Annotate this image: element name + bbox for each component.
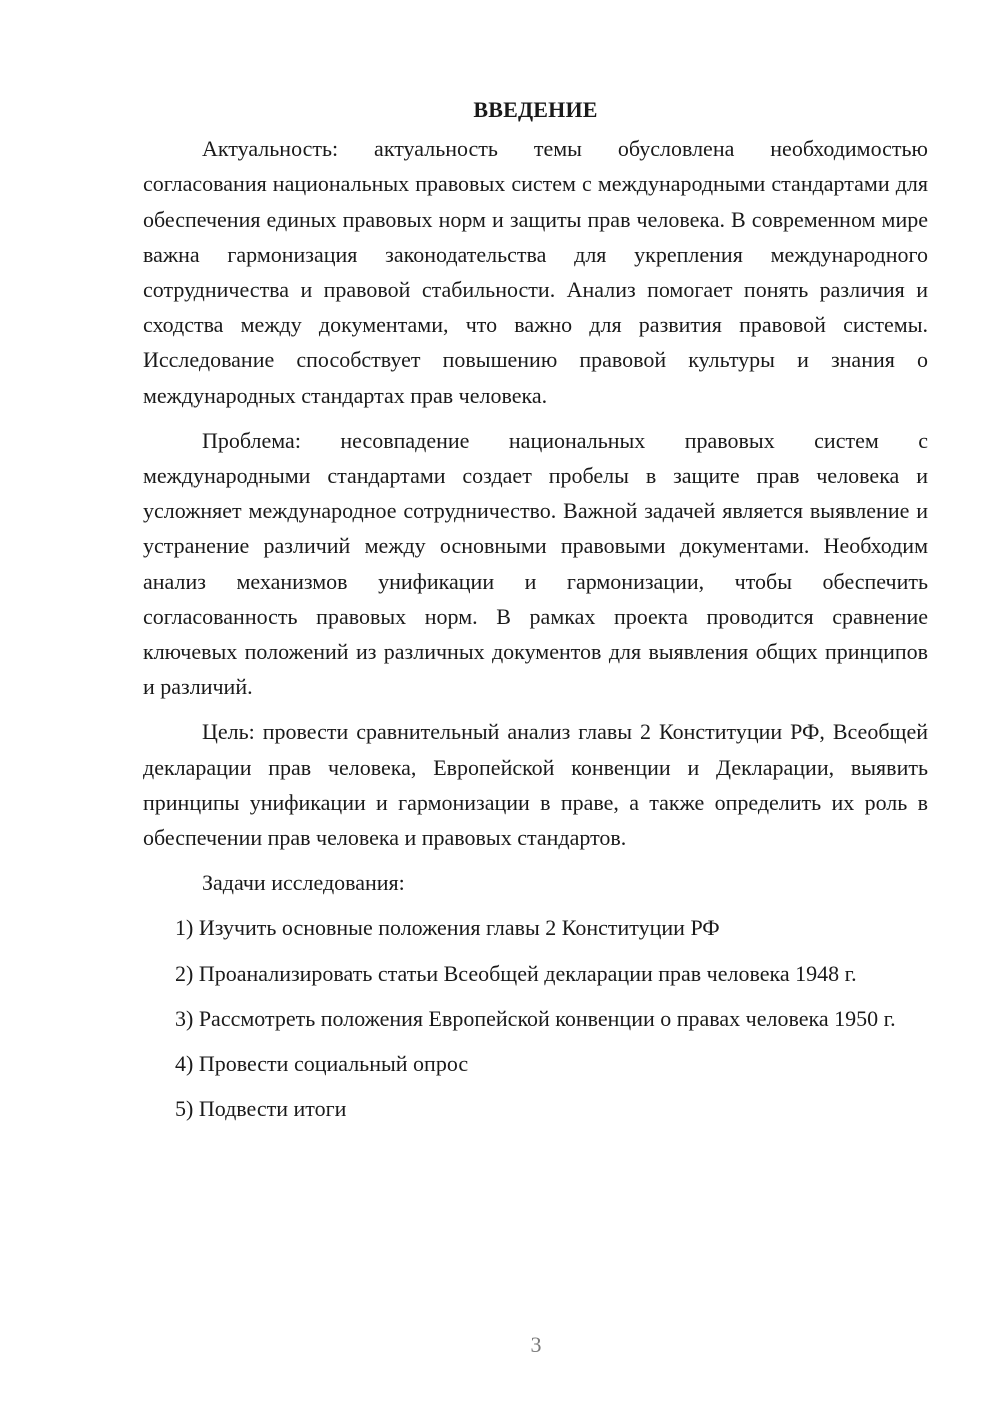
relevance-paragraph: Актуальность: актуальность темы обусловлена необходимостью согласования национальных правовых систем с международными стандартами для обеспечения единых правовых норм и защиты прав человека. В современном мире важна гармонизация законодательства для укрепления международного сотрудничества и правовой стабильности. Анализ помогает понять различия и сходства между документами, что важно для развития правовой системы. Исследование способствует повышению правовой культуры и знания о международных стандартах прав человека. (143, 136, 928, 408)
problem-paragraph: Проблема: несовпадение национальных правовых систем с международными стандартами создает пробелы в защите прав человека и усложняет международное сотрудничество. Важной задачей является выявление и устранение различий между основными правовыми документами. Необходим анализ механизмов унификации и гармонизации, чтобы обеспечить согласованность правовых норм. В рамках проекта проводится сравнение ключевых положений из различных документов для выявления общих принципов и различий. (143, 427, 928, 700)
tasks-list (143, 910, 928, 1126)
task-item: 2) Проанализировать статьи Всеобщей декларации прав человека 1948 г. (175, 960, 857, 986)
section-heading: ВВЕДЕНИЕ (473, 97, 598, 122)
task-item: 1) Изучить основные положения главы 2 Конституции РФ (175, 915, 720, 941)
page-number: 3 (530, 1332, 542, 1357)
page-content (143, 92, 928, 1136)
task-item: 3) Рассмотреть положения Европейской конвенции о правах человека 1950 г. (175, 1005, 896, 1031)
task-item: 4) Провести социальный опрос (175, 1051, 469, 1077)
task-item: 5) Подвести итоги (175, 1096, 347, 1122)
goal-paragraph: Цель: провести сравнительный анализ главы 2 Конституции РФ, Всеобщей декларации прав человека, Европейской конвенции и Декларации, выявить принципы унификации и гармонизации в праве, а также определить их роль в обеспечении прав человека и правовых стандартов. (143, 719, 928, 851)
tasks-heading: Задачи исследования: (202, 870, 405, 896)
